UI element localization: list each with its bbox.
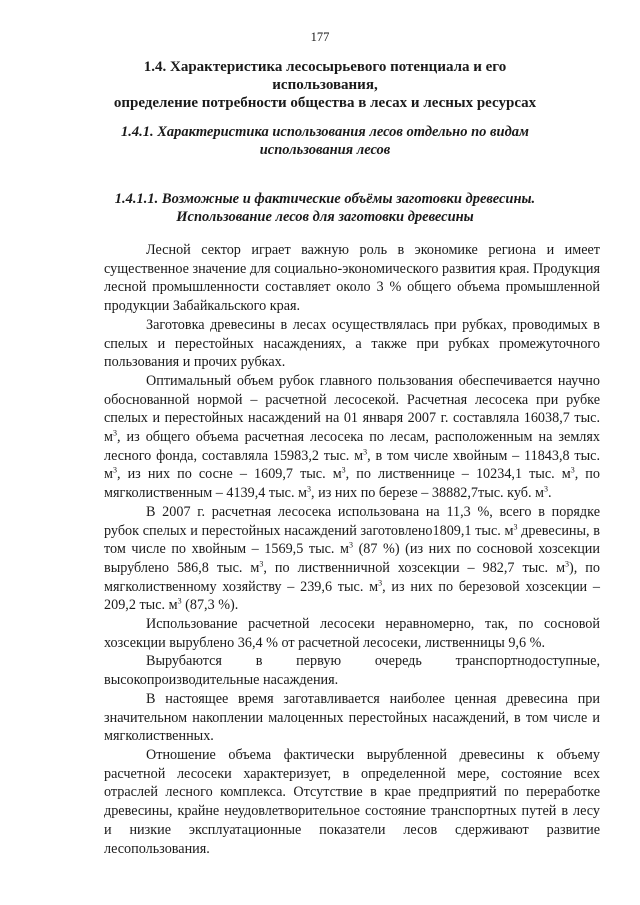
superscript: 3 [544, 484, 549, 494]
subsection-heading-line: использования лесов [259, 142, 391, 158]
superscript: 3 [349, 540, 353, 550]
superscript: 3 [570, 465, 575, 475]
superscript: 3 [565, 559, 570, 569]
text-run: В 2007 г. расчетная лесосека использована на 11,3 %, всего в порядке рубок спелых и перестойных насаждений заготовлено1809,1 тыс. м [104, 503, 600, 539]
superscript: 3 [307, 484, 312, 494]
superscript: 3 [363, 447, 368, 456]
section-heading-line: определение потребности общества в лесах и лесных ресурсах [113, 95, 537, 111]
superscript: 3 [112, 428, 117, 438]
paragraph: Отношение объема фактически вырубленной древесины к объему расчетной лесосеки характеризует, в определенной мере, состояние всех отраслей лесного комплекса. Отсутствие в крае предприятий по переработке древесины, крайне неудовлетворительное состояние транспортных путей в лесу и низкие эксплуатационные показатели лесов сдерживают развитие лесопользования. [104, 746, 600, 857]
text-run: , из них по березовой хозсекции – 209,2 тыс. м [104, 578, 600, 614]
body-text [104, 241, 600, 858]
superscript: 3 [513, 521, 518, 531]
text-run: древесины, в том числе по хвойным – 1569,5 тыс. м [104, 522, 600, 558]
superscript: 3 [112, 465, 117, 475]
text-run: , из них по березе – 38882,7тыс. куб. м [311, 485, 545, 502]
subsubsection-heading-line: Использование лесов для заготовки древесины [176, 209, 474, 225]
subsection-heading-line: 1.4.1. Характеристика использования лесов отдельно по видам [121, 124, 529, 140]
text-run: (87,3 %). [181, 597, 239, 614]
text-run: . [548, 485, 552, 502]
superscript: 3 [378, 577, 383, 587]
text-run: ), по мягколиственному хозяйству – 239,6 тыс. м [104, 559, 600, 595]
paragraph [104, 372, 600, 503]
paragraph: Вырубаются в первую очередь транспортнодоступные, высокопроизводительные насаждения. [104, 653, 600, 689]
subsubsection-heading [100, 190, 550, 226]
paragraph: В настоящее время заготавливается наиболее ценная древесина при значительном накоплении малоценных перестойных насаждений, в том числе и мягколиственных. [104, 690, 600, 745]
text-run: , из них по сосне – 1609,7 тыс. м [116, 466, 342, 483]
paragraph [104, 503, 600, 615]
subsection-heading [110, 123, 540, 159]
text-run: , из общего объема расчетная лесосека по лесам, расположенным на землях лесного фонда, составляла 15983,2 тыс. м [104, 429, 600, 464]
superscript: 3 [177, 596, 182, 606]
text-run: , по мягколиственным – 4139,4 тыс. м [104, 466, 600, 502]
paragraph: Заготовка древесины в лесах осуществлялась при рубках, проводимых в спелых и перестойных насаждениях, а также при рубках промежуточного пользования и прочих рубках. [104, 316, 600, 371]
paragraph: Лесной сектор играет важную роль в экономике региона и имеет существенное значение для социально-экономического развития края. Продукция лесной промышленности составляет около 3 % общего объема промышленной продукции Забайкальского края. [104, 242, 600, 315]
superscript: 3 [341, 465, 346, 475]
subsubsection-heading-line: 1.4.1.1. Возможные и фактические объёмы заготовки древесины. [114, 191, 536, 207]
text-run: Оптимальный объем рубок главного пользования обеспечивается научно обоснованной нормой – расчетной лесосекой. Расчетная лесосека при рубке спелых и перестойных насаждений на 01 января 2007 г. составляла 16038,7 тыс. м [104, 372, 600, 446]
page-number: 177 [310, 30, 330, 44]
text-run: , по лиственнице – 10234,1 тыс. м [345, 466, 571, 483]
paragraph: Использование расчетной лесосеки неравномерно, так, по сосновой хозсекции вырублено 36,4 % от расчетной лесосеки, лиственницы 9,6 %. [104, 616, 600, 651]
text-run: , по лиственничной хозсекции – 982,7 тыс. м [263, 559, 566, 576]
text-run: (87 %) (из них по сосновой хозсекции вырублено 586,8 тыс. м [104, 541, 600, 576]
superscript: 3 [259, 559, 264, 569]
text-run: , в том числе хвойным – 11843,8 тыс. м [104, 447, 600, 483]
section-heading [90, 58, 560, 112]
section-heading-line: 1.4. Характеристика лесосырьевого потенциала и его использования, [143, 59, 507, 93]
